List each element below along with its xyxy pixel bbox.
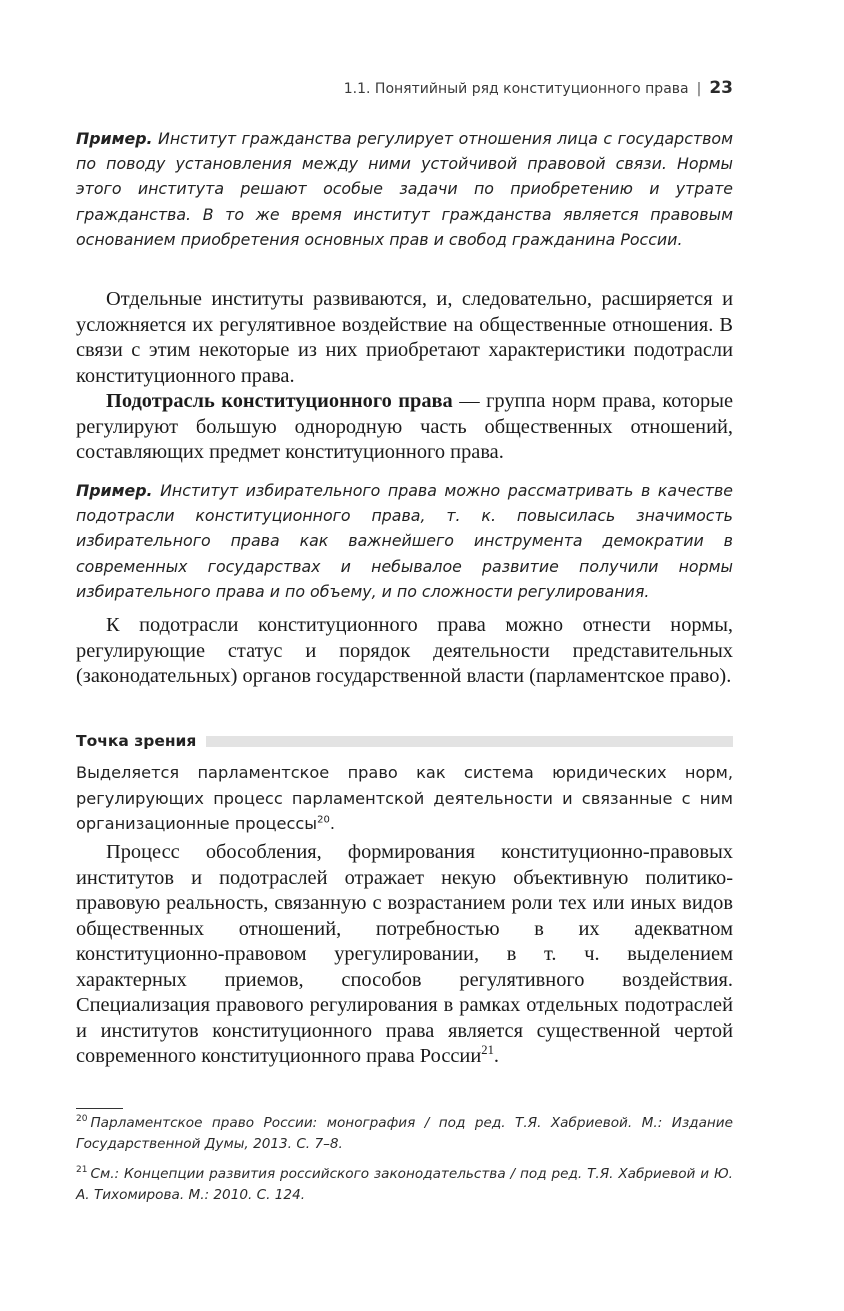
body-paragraphs-1 bbox=[76, 287, 733, 466]
paragraph-subbranch-definition bbox=[76, 389, 733, 466]
footnotes bbox=[76, 1113, 733, 1215]
body-paragraphs-2 bbox=[76, 613, 733, 690]
footnote-20: $^{20}$ Парламентское право России: монография / под ред. Т.Я. Хабриевой. М.: Издание Государственной Думы, 2013. С. 7–8. bbox=[76, 1114, 733, 1152]
viewpoint-body: Выделяется парламентское право как система юридических норм, регулирующих процесс парламентской деятельности и связанные с ним организационные процессы bbox=[76, 763, 733, 833]
paragraph-parliamentary-law: К подотрасли конституционного права можно отнести нормы, регулирующие статус и порядок деятельности представительных (законодательных) органов государственной власти (парламентское право). bbox=[76, 614, 733, 687]
paragraph-institutes-develop: Отдельные институты развиваются, и, следовательно, расширяется и усложняется их регулятивное воздействие на общественные отношения. В связи с этим некоторые из них приобретают характеристики подотрасли конституционного права. bbox=[76, 288, 733, 387]
example-lead: Пример. bbox=[76, 129, 153, 148]
viewpoint-title: Точка зрения bbox=[76, 732, 197, 750]
header-separator: | bbox=[696, 81, 702, 97]
example-block-electoral-law bbox=[76, 478, 733, 604]
body-paragraphs-3 bbox=[76, 840, 733, 1070]
example-lead: Пример. bbox=[76, 481, 153, 500]
paragraph-separation-process: Процесс обособления, формирования конституционно-правовых институтов и подотраслей отражает некую объективную политико-правовую реальность, связанную с возрастанием роли тех или иных видов общественных отношений, потребностью в их адекватном конституционно-правовом урегулировании, в т. ч. выделением характерных приемов, способов регулятивного воздействия. Специализация правового регулирования в рамках отдельных подотраслей и институтов конституционного права является существенной чертой современного конституционного права России$^{21}$. bbox=[76, 841, 733, 1067]
footnote-divider bbox=[76, 1108, 123, 1109]
footnote-21: $^{21}$ См.: Концепции развития российского законодательства / под ред. Т.Я. Хабриевой и Ю. А. Тихомирова. М.: 2010. С. 124. bbox=[76, 1165, 733, 1203]
viewpoint-rule bbox=[206, 736, 733, 747]
example-block-citizenship bbox=[76, 126, 733, 252]
running-header bbox=[344, 78, 733, 98]
running-title: 1.1. Понятийный ряд конституционного права bbox=[343, 81, 689, 97]
example-text: Институт гражданства регулирует отношения лица с государством по поводу установления между ними устойчивой правовой связи. Нормы этого института решают особые задачи по приобретению и утрате гражданства. В то же время институт гражданства является правовым основанием приобретения основных прав и свобод гражданина России. bbox=[76, 129, 733, 249]
example-text: Институт избирательного права можно рассматривать в качестве подотрасли конституционного права, т. к. повысилась значимость избирательного права как важнейшего инструмента демократии в современных государствах и небывалое развитие получили нормы избирательного права и по объему, и по сложности регулирования. bbox=[76, 481, 733, 601]
viewpoint-text: Выделяется парламентское право как система юридических норм, регулирующих процесс парламентской деятельности и связанные с ним организационные процессы$^{20}$. bbox=[76, 763, 733, 833]
footnote-ref-20[interactable]: 20 bbox=[317, 814, 330, 826]
term-subbranch: Подотрасль конституционного права bbox=[106, 390, 453, 412]
footnote-ref-21[interactable]: 21 bbox=[481, 1043, 494, 1058]
definition-text: — группа норм права, которые регулируют большую однородную часть общественных отношений, составляющих предмет конституционного права. bbox=[76, 390, 733, 463]
viewpoint-heading bbox=[76, 730, 733, 752]
page-number: 23 bbox=[709, 78, 733, 98]
